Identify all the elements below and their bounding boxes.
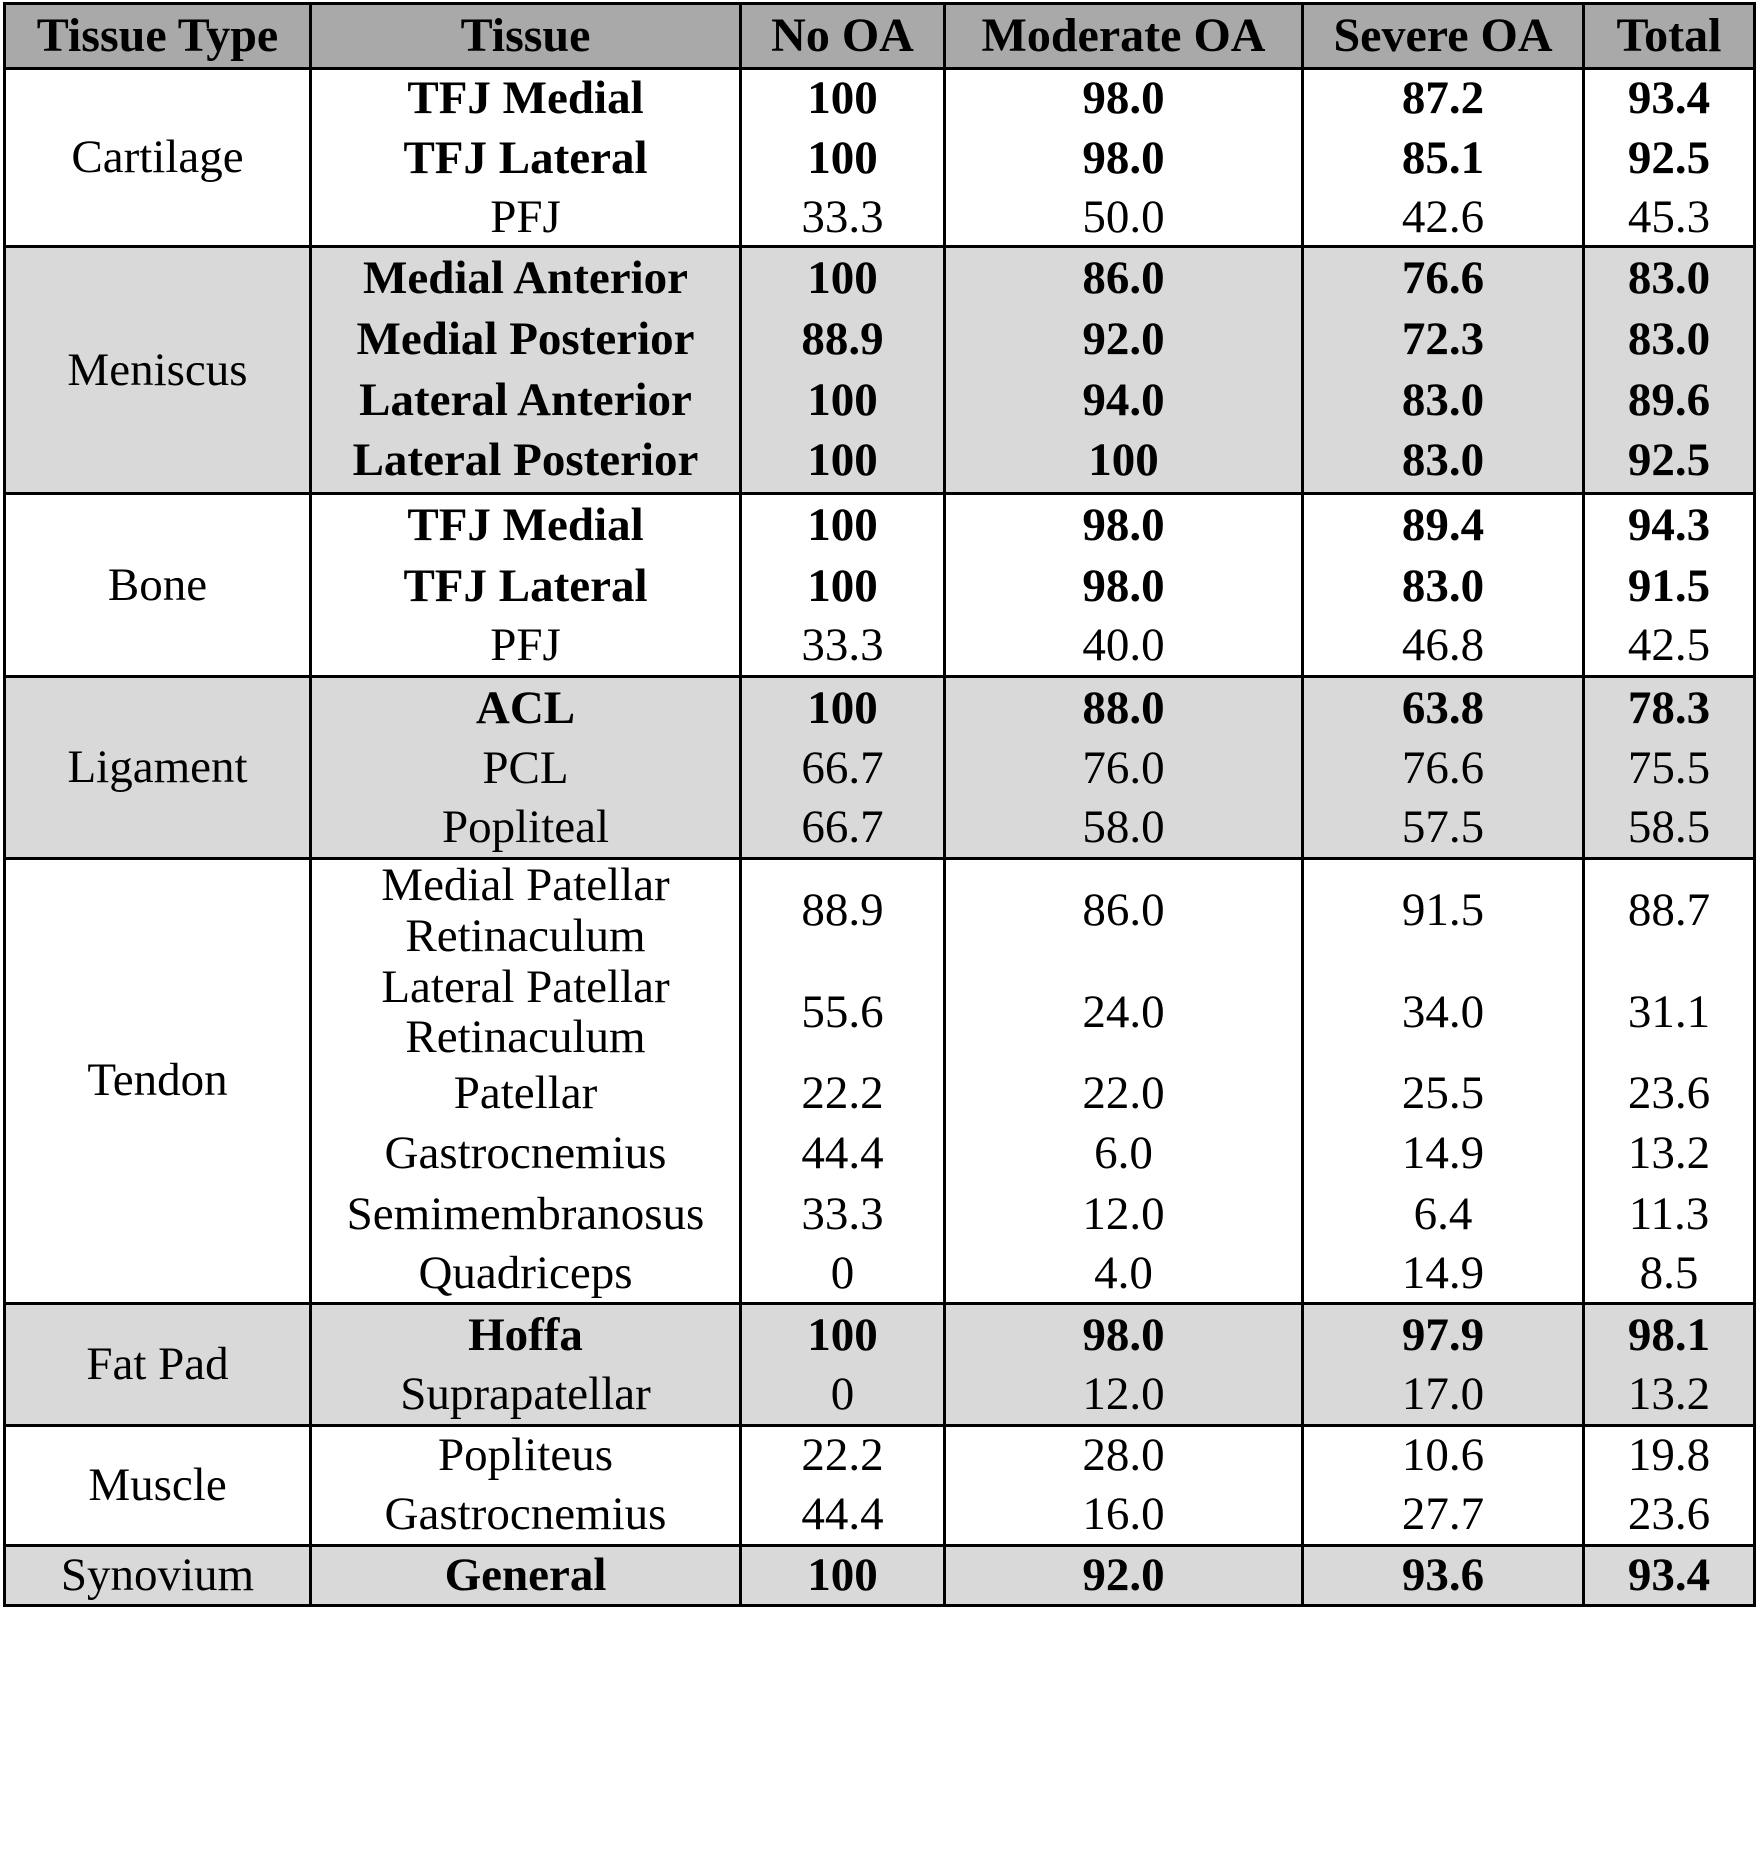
moderate-oa-cell: 88.0 [945,677,1303,739]
moderate-oa-cell: 86.0 [945,247,1303,309]
tissue-type-cell: Synovium [5,1545,311,1605]
total-cell: 8.5 [1584,1246,1755,1303]
tissue-group [5,494,1755,677]
header-tissue-type: Tissue Type [5,4,311,69]
no-oa-cell: 44.4 [741,1123,945,1183]
total-cell: 93.4 [1584,69,1755,128]
moderate-oa-cell: 94.0 [945,371,1303,430]
tissue-cell: Medial Patellar Retinaculum [311,859,741,962]
moderate-oa-cell: 92.0 [945,1545,1303,1605]
no-oa-cell: 66.7 [741,739,945,799]
tissue-cell: Popliteus [311,1425,741,1485]
no-oa-cell: 100 [741,128,945,190]
no-oa-cell: 100 [741,371,945,430]
tissue-type-cell: Bone [5,494,311,677]
moderate-oa-cell: 4.0 [945,1246,1303,1303]
total-cell: 83.0 [1584,309,1755,371]
no-oa-cell: 22.2 [741,1425,945,1485]
tissue-type-cell: Ligament [5,677,311,859]
tissue-type-cell: Muscle [5,1425,311,1545]
tissue-cell: Lateral Posterior [311,430,741,494]
severe-oa-cell: 76.6 [1303,739,1584,799]
severe-oa-cell: 83.0 [1303,430,1584,494]
moderate-oa-cell: 50.0 [945,190,1303,247]
severe-oa-cell: 83.0 [1303,557,1584,617]
no-oa-cell: 88.9 [741,859,945,962]
header-tissue: Tissue [311,4,741,69]
tissue-cell: Popliteal [311,799,741,859]
tissue-type-cell: Fat Pad [5,1303,311,1425]
tissue-cell: Suprapatellar [311,1366,741,1425]
tissue-cell: Medial Anterior [311,247,741,309]
tissue-cell: PFJ [311,190,741,247]
total-cell: 78.3 [1584,677,1755,739]
total-cell: 92.5 [1584,128,1755,190]
table-row [5,1425,1755,1485]
tissue-cell: Patellar [311,1063,741,1123]
tissue-cell: TFJ Medial [311,69,741,128]
table-row [5,859,1755,962]
total-cell: 83.0 [1584,247,1755,309]
tissue-cell: Medial Posterior [311,309,741,371]
total-cell: 13.2 [1584,1123,1755,1183]
total-cell: 89.6 [1584,371,1755,430]
tissue-group [5,1425,1755,1545]
header-total: Total [1584,4,1755,69]
moderate-oa-cell: 86.0 [945,859,1303,962]
no-oa-cell: 100 [741,677,945,739]
severe-oa-cell: 6.4 [1303,1183,1584,1246]
severe-oa-cell: 97.9 [1303,1303,1584,1366]
table-row [5,494,1755,557]
severe-oa-cell: 42.6 [1303,190,1584,247]
tissue-cell: Quadriceps [311,1246,741,1303]
no-oa-cell: 33.3 [741,617,945,677]
moderate-oa-cell: 100 [945,430,1303,494]
total-cell: 91.5 [1584,557,1755,617]
total-cell: 92.5 [1584,430,1755,494]
no-oa-cell: 100 [741,430,945,494]
severe-oa-cell: 27.7 [1303,1485,1584,1545]
tissue-group [5,247,1755,494]
no-oa-cell: 88.9 [741,309,945,371]
moderate-oa-cell: 98.0 [945,557,1303,617]
severe-oa-cell: 85.1 [1303,128,1584,190]
results-table-container [3,2,1756,1607]
severe-oa-cell: 72.3 [1303,309,1584,371]
header-row [5,4,1755,69]
table-row [5,677,1755,739]
total-cell: 75.5 [1584,739,1755,799]
no-oa-cell: 0 [741,1246,945,1303]
moderate-oa-cell: 40.0 [945,617,1303,677]
severe-oa-cell: 76.6 [1303,247,1584,309]
no-oa-cell: 0 [741,1366,945,1425]
tissue-cell: PCL [311,739,741,799]
severe-oa-cell: 10.6 [1303,1425,1584,1485]
no-oa-cell: 100 [741,557,945,617]
tissue-type-cell: Meniscus [5,247,311,494]
moderate-oa-cell: 98.0 [945,1303,1303,1366]
tissue-group [5,1303,1755,1425]
moderate-oa-cell: 6.0 [945,1123,1303,1183]
tissue-cell: TFJ Lateral [311,557,741,617]
severe-oa-cell: 93.6 [1303,1545,1584,1605]
moderate-oa-cell: 92.0 [945,309,1303,371]
tissue-cell: Gastrocnemius [311,1485,741,1545]
header-no-oa: No OA [741,4,945,69]
table-row [5,1545,1755,1605]
moderate-oa-cell: 22.0 [945,1063,1303,1123]
total-cell: 13.2 [1584,1366,1755,1425]
no-oa-cell: 100 [741,494,945,557]
severe-oa-cell: 89.4 [1303,494,1584,557]
severe-oa-cell: 46.8 [1303,617,1584,677]
moderate-oa-cell: 12.0 [945,1183,1303,1246]
no-oa-cell: 100 [741,69,945,128]
tissue-cell: General [311,1545,741,1605]
header-moderate-oa: Moderate OA [945,4,1303,69]
tissue-cell: TFJ Lateral [311,128,741,190]
severe-oa-cell: 63.8 [1303,677,1584,739]
total-cell: 45.3 [1584,190,1755,247]
tissue-cell: TFJ Medial [311,494,741,557]
total-cell: 98.1 [1584,1303,1755,1366]
total-cell: 94.3 [1584,494,1755,557]
total-cell: 58.5 [1584,799,1755,859]
total-cell: 42.5 [1584,617,1755,677]
header-severe-oa: Severe OA [1303,4,1584,69]
severe-oa-cell: 34.0 [1303,962,1584,1064]
no-oa-cell: 100 [741,247,945,309]
moderate-oa-cell: 98.0 [945,69,1303,128]
severe-oa-cell: 17.0 [1303,1366,1584,1425]
no-oa-cell: 44.4 [741,1485,945,1545]
moderate-oa-cell: 28.0 [945,1425,1303,1485]
tissue-group [5,859,1755,1304]
table-row [5,69,1755,128]
moderate-oa-cell: 58.0 [945,799,1303,859]
moderate-oa-cell: 24.0 [945,962,1303,1064]
tissue-cell: Lateral Anterior [311,371,741,430]
tissue-group [5,677,1755,859]
tissue-cell: Lateral Patellar Retinaculum [311,962,741,1064]
no-oa-cell: 55.6 [741,962,945,1064]
severe-oa-cell: 91.5 [1303,859,1584,962]
no-oa-cell: 22.2 [741,1063,945,1123]
severe-oa-cell: 25.5 [1303,1063,1584,1123]
tissue-type-cell: Cartilage [5,69,311,247]
table-row [5,1303,1755,1366]
severe-oa-cell: 87.2 [1303,69,1584,128]
total-cell: 93.4 [1584,1545,1755,1605]
tissue-cell: PFJ [311,617,741,677]
severe-oa-cell: 57.5 [1303,799,1584,859]
total-cell: 23.6 [1584,1485,1755,1545]
tissue-group [5,1545,1755,1605]
total-cell: 88.7 [1584,859,1755,962]
table-row [5,247,1755,309]
no-oa-cell: 66.7 [741,799,945,859]
tissue-group [5,69,1755,247]
moderate-oa-cell: 16.0 [945,1485,1303,1545]
no-oa-cell: 100 [741,1545,945,1605]
severe-oa-cell: 14.9 [1303,1123,1584,1183]
total-cell: 19.8 [1584,1425,1755,1485]
severe-oa-cell: 14.9 [1303,1246,1584,1303]
moderate-oa-cell: 76.0 [945,739,1303,799]
tissue-cell: ACL [311,677,741,739]
moderate-oa-cell: 98.0 [945,128,1303,190]
tissue-type-cell: Tendon [5,859,311,1304]
moderate-oa-cell: 12.0 [945,1366,1303,1425]
no-oa-cell: 33.3 [741,190,945,247]
total-cell: 31.1 [1584,962,1755,1064]
total-cell: 23.6 [1584,1063,1755,1123]
no-oa-cell: 100 [741,1303,945,1366]
tissue-cell: Hoffa [311,1303,741,1366]
tissue-cell: Semimembranosus [311,1183,741,1246]
tissue-cell: Gastrocnemius [311,1123,741,1183]
moderate-oa-cell: 98.0 [945,494,1303,557]
no-oa-cell: 33.3 [741,1183,945,1246]
severe-oa-cell: 83.0 [1303,371,1584,430]
results-table [3,2,1756,1607]
total-cell: 11.3 [1584,1183,1755,1246]
